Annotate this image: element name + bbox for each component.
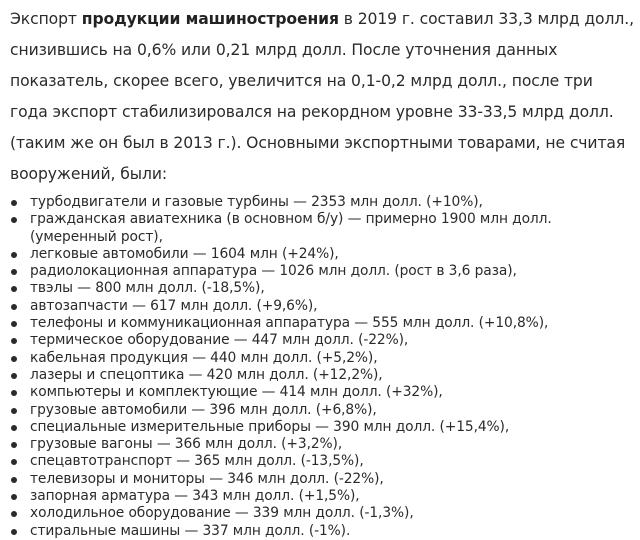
export-items-list	[10, 194, 634, 540]
bullet-icon	[11, 425, 17, 431]
list-item	[10, 280, 634, 297]
bullet-icon	[11, 459, 17, 465]
list-item-text: запорная арматура — 343 млн долл. (+1,5%),	[30, 488, 360, 505]
list-item	[10, 419, 634, 436]
list-item-text: телефоны и коммуникационная аппаратура — 555 млн долл. (+10,8%),	[30, 315, 549, 332]
list-item	[10, 194, 634, 211]
bullet-icon	[11, 529, 17, 535]
bullet-icon	[11, 477, 17, 483]
list-item-text: грузовые автомобили — 396 млн долл. (+6,8%),	[30, 401, 377, 418]
bullet-icon	[11, 321, 17, 327]
list-item	[10, 315, 634, 332]
bullet-icon	[11, 200, 17, 206]
list-item-text: телевизоры и мониторы — 346 млн долл. (-22%),	[30, 470, 384, 487]
list-item-text: компьютеры и комплектующие — 414 млн долл. (+32%),	[30, 384, 443, 401]
bullet-icon	[11, 494, 17, 500]
list-item	[10, 367, 634, 384]
bullet-icon	[11, 286, 17, 292]
bullet-icon	[11, 252, 17, 258]
list-item-text: радиолокационная аппаратура — 1026 млн долл. (рост в 3,6 раза),	[30, 263, 517, 280]
list-item	[10, 436, 634, 453]
bullet-icon	[11, 408, 17, 414]
bullet-icon	[11, 338, 17, 344]
bullet-icon	[11, 442, 17, 448]
list-item	[10, 402, 634, 419]
list-item	[10, 488, 634, 505]
list-item-text: стиральные машины — 337 млн долл. (-1%).	[30, 522, 351, 539]
intro-paragraph	[10, 4, 634, 190]
bullet-icon	[11, 269, 17, 275]
list-item-text: кабельная продукция — 440 млн долл. (+5,2%),	[30, 349, 378, 366]
list-item	[10, 211, 634, 246]
bullet-icon	[11, 304, 17, 310]
bullet-icon	[11, 390, 17, 396]
list-item	[10, 453, 634, 470]
list-item	[10, 471, 634, 488]
bullet-icon	[11, 217, 17, 223]
list-item-text: автозапчасти — 617 млн долл. (+9,6%),	[30, 297, 318, 314]
list-item-text: специальные измерительные приборы — 390 млн долл. (+15,4%),	[30, 418, 510, 435]
list-item-text: спецавтотранспорт — 365 млн долл. (-13,5%),	[30, 453, 364, 470]
intro-text-start: Экспорт	[10, 10, 82, 28]
list-item-text: лазеры и спецоптика — 420 млн долл. (+12,2%),	[30, 366, 383, 383]
list-item	[10, 298, 634, 315]
list-item-text: турбодвигатели и газовые турбины — 2353 млн долл. (+10%),	[30, 194, 483, 210]
list-item	[10, 384, 634, 401]
list-item-text: легковые автомобили — 1604 млн (+24%),	[30, 245, 339, 262]
list-item	[10, 523, 634, 540]
list-item	[10, 350, 634, 367]
list-item	[10, 263, 634, 280]
list-item-text: холодильное оборудование — 339 млн долл. (-1,3%),	[30, 505, 414, 522]
bullet-icon	[11, 356, 17, 362]
bullet-icon	[11, 511, 17, 517]
list-item-text: твэлы — 800 млн долл. (-18,5%),	[30, 280, 265, 297]
list-item-text: гражданская авиатехника (в основном б/у) — примерно 1900 млн долл. (умеренный рост),	[30, 211, 552, 245]
bullet-icon	[11, 373, 17, 379]
list-item	[10, 332, 634, 349]
list-item	[10, 246, 634, 263]
list-item-text: грузовые вагоны — 366 млн долл. (+3,2%),	[30, 436, 343, 453]
list-item	[10, 505, 634, 522]
list-item-text: термическое оборудование — 447 млн долл. (-22%),	[30, 332, 409, 349]
intro-text-rest: в 2019 г. составил 33,3 млрд долл., снизившись на 0,6% или 0,21 млрд долл. После уточнения данных показатель, скорее всего, увеличится на 0,1-0,2 млрд долл., после три года экспорт стабилизировался на рекордном уровне 33-33,5 млрд долл. (таким же он был в 2013 г.). Основными экспортными товарами, не считая вооружений, были:	[10, 10, 634, 183]
intro-bold-term: продукции машиностроения	[81, 10, 339, 28]
